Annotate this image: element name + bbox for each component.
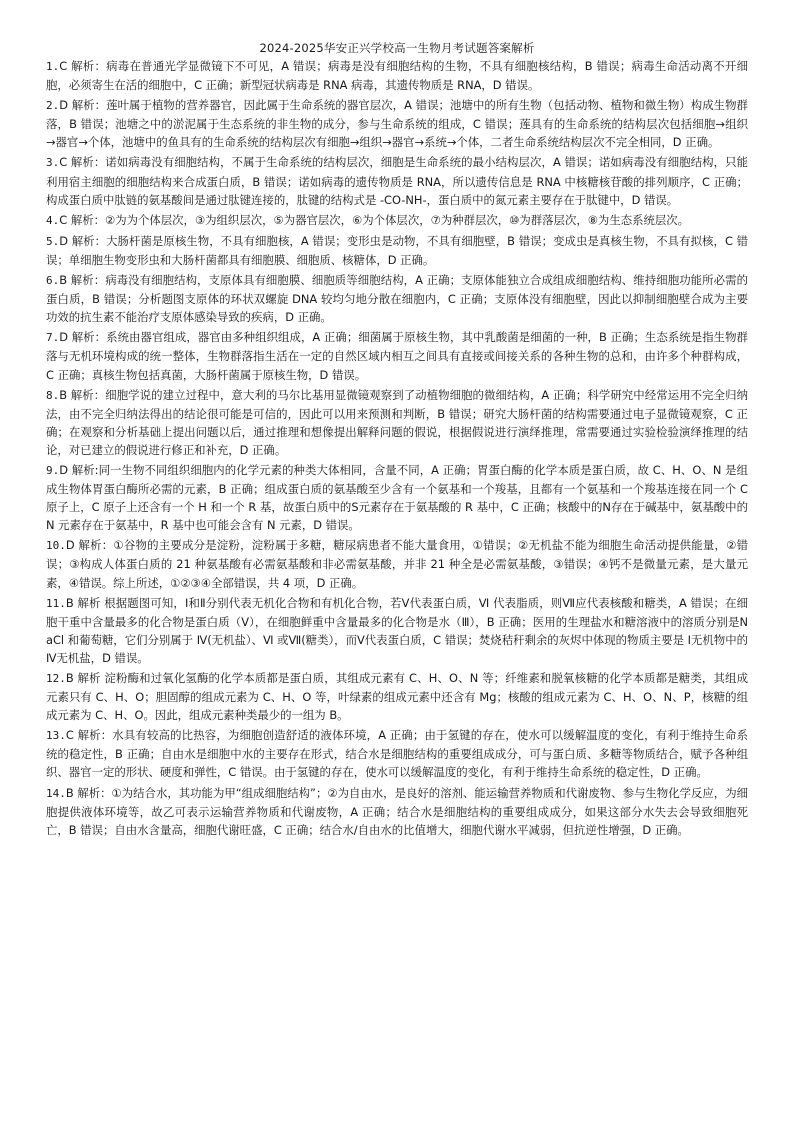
answer-text: B 解析：①为结合水，其功能为甲“组成细胞结构”；②为自由水，是良好的溶剂、能运输营养物质和代谢废物、参与生物化学反应，为细胞提供液体环境等，故乙可表示运输营养物质和代谢废物，A 正确；结合水是细胞结构的重要组成成分，如果这部分水失去会导致细胞死亡，B 错误；自由水含量高，细胞代谢旺盛，C 正确；结合水/自由水的比值增大，细胞代谢水平减弱，但抗逆性增强，D 正确。 [46, 785, 748, 837]
answer-item [46, 57, 748, 94]
answer-text: C 解析：病毒在普通光学显微镜下不可见，A 错误；病毒是没有细胞结构的生物，不具有细胞核结构，B 错误；病毒生命活动离不开细胞，必须寄生在活的细胞中，C 正确；新型冠状病毒是 RNA 病毒，其遗传物质是 RNA，D 错误。 [46, 59, 748, 93]
answer-item [46, 461, 748, 534]
answer-item [46, 328, 748, 383]
answer-text: C 解析：水具有较高的比热容，为细胞创造舒适的液体环境，A 正确；由于氢键的存在，使水可以缓解温度的变化，有利于维持生命系统的稳定性，B 正确；自由水是细胞中水的主要存在形式，结合水是细胞结构的重要组成成分，可与蛋白质、多糖等物质结合，赋予各种组织、器官一定的形状、硬度和弹性，C 错误。由于氢键的存在，使水可以缓解温度的变化，有利于维持生命系统的稳定性，D 正确。 [46, 728, 748, 780]
answer-number: 8. [46, 388, 60, 402]
answer-number: 14. [46, 786, 66, 800]
answer-item [46, 726, 748, 781]
answer-number: 3. [46, 156, 60, 170]
answer-number: 11. [46, 596, 66, 610]
answer-text: B 解析：病毒没有细胞结构，支原体具有细胞膜、细胞质等细胞结构，A 正确；支原体能独立合成组成细胞结构、维持细胞功能所必需的蛋白质，B 错误；分析题图支原体的环状双螺旋 DNA 较均匀地分散在细胞内，C 正确；支原体没有细胞壁，因此以抑制细胞壁合成为主要功效的抗生素不能治疗支原体感染导致的疾病，D 正确。 [46, 273, 748, 325]
answer-number: 9. [46, 463, 60, 477]
answer-number: 5. [46, 234, 60, 248]
answer-item [46, 536, 748, 591]
answer-number: 7. [46, 331, 60, 345]
answer-text: B 解析 淀粉酶和过氧化氢酶的化学本质都是蛋白质，其组成元素有 C、H、O、N 等；纤维素和脱氧核糖的化学本质都是糖类，其组成元素只有 C、H、O；胆固醇的组成元素为 C、H、O 等，叶绿素的组成元素中还含有 Mg；核酸的组成元素为 C、H、O、N、P，核糖的组成元素为 C、H、O。因此，组成元素种类最少的一组为 B。 [46, 671, 748, 723]
answer-item [46, 271, 748, 326]
answer-text: C 解析：诺如病毒没有细胞结构，不属于生命系统的结构层次，细胞是生命系统的最小结构层次，A 错误；诺如病毒没有细胞结构，只能利用宿主细胞的细胞结构来合成蛋白质，B 错误；诺如病毒的遗传物质是 RNA，所以遗传信息是 RNA 中核糖核苷酸的排列顺序，C 正确；构成蛋白质中肽链的氨基酸间是通过肽键连接的，肽键的结构式是 -CO-NH-，蛋白质中的氮元素主要存在于肽键中，D 错误。 [46, 155, 748, 207]
answer-text: C 解析：②为为个体层次，③为组织层次，⑤为器官层次，⑥为个体层次，⑦为种群层次，⑩为群落层次，⑧为生态系统层次。 [59, 212, 690, 227]
answer-number: 13. [46, 729, 66, 743]
answer-number: 1. [46, 60, 60, 73]
answer-text: B 解析 根据题图可知，Ⅰ和Ⅱ分别代表无机化合物和有机化合物，若Ⅴ代表蛋白质，Ⅵ 代表脂质，则Ⅶ应代表核酸和糖类，A 错误；在细胞干重中含量最多的化合物是蛋白质（Ⅴ），在细胞鲜重中含量最多的化合物是水（Ⅲ），B 正确；医用的生理盐水和糖溶液中的溶质分别是NaCl 和葡萄糖，它们分别属于 Ⅳ(无机盐）、Ⅵ 或Ⅶ(糖类），而Ⅴ代表蛋白质，C 错误；焚烧秸秆剩余的灰烬中体现的物质主要是 Ⅰ无机物中的Ⅳ无机盐，D 错误。 [46, 595, 748, 665]
answer-number: 10. [46, 539, 66, 553]
answer-item [46, 153, 748, 208]
answer-item [46, 96, 748, 151]
page-title: 2024-2025华安正兴学校高一生物月考试题答案解析 [259, 41, 535, 55]
answer-item [46, 232, 748, 269]
answer-text: D 解析：大肠杆菌是原核生物，不具有细胞核，A 错误；变形虫是动物，不具有细胞壁，B 错误；变成虫是真核生物，不具有拟核，C 错误；单细胞生物变形虫和大肠杆菌都具有细胞膜、细胞质、核糖体，D 正确。 [46, 233, 748, 267]
answer-text: D 解析:同一生物不同组织细胞内的化学元素的种类大体相同，含量不同，A 正确；胃蛋白酶的化学本质是蛋白质，故 C、H、O、N 是组成生物体胃蛋白酶所必需的元素，B 正确；组成蛋白质的氨基酸至少含有一个氨基和一个羧基，且都有一个氨基和一个羧基连接在同一个 C 原子上，C 原子上还含有一个 H 和一个 R 基，故蛋白质中的S元素存在于氨基酸的 R 基中，C 正确；核酸中的N存在于碱基中，氨基酸中的 N 元素存在于氨基中，R 基中也可能会含有 N 元素，D 错误。 [46, 462, 748, 533]
answer-text: B 解析：细胞学说的建立过程中，意大利的马尔比基用显微镜观察到了动植物细胞的微细结构，A 正确；科学研究中经常运用不完全归纳法，由不完全归纳法得出的结论很可能是可信的，因此可以用来预测和判断，B 错误；研究大肠杆菌的结构需要通过电子显微镜观察，C 正确；在观察和分析基础上提出问题以后，通过推理和想像提出解释问题的假说，根据假说进行演绎推理，常需要通过实验检验演绎推理的结论，对已建立的假说进行修正和补充，D 正确。 [46, 387, 748, 457]
answer-number: 12. [46, 672, 66, 685]
answer-item [46, 211, 748, 230]
answer-item [46, 594, 748, 667]
answer-item [46, 784, 748, 839]
answer-text: D 解析：莲叶属于植物的营养器官，因此属于生命系统的器官层次，A 错误；池塘中的所有生物（包括动物、植物和微生物）构成生物群落，B 错误；池塘之中的淤泥属于生态系统的非生物的成分，参与生命系统的组成，C 错误；莲具有的生命系统的结构层次包括细胞→组织→器官→个体，池塘中的鱼具有的生命系统的结构层次有细胞→组织→器官→系统→个体，二者生命系统结构层次不完全相同，D 正确。 [46, 98, 748, 150]
answer-number: 6. [46, 274, 60, 288]
answer-number: 2. [46, 99, 60, 113]
answer-number: 4. [46, 213, 60, 227]
answer-list [46, 57, 748, 839]
answer-text: D 解析：①谷物的主要成分是淀粉，淀粉属于多糖，糖尿病患者不能大量食用，①错误；②无机盐不能为细胞生命活动提供能量，②错误；③构成人体蛋白质的 21 种氨基酸有必需氨基酸和非必需氨基酸，并非 21 种全是必需氨基酸，③错误；④钙不是微量元素，是大量元素，④错误。综上所述，①②③④全部错误，共 4 项，D 正确。 [46, 538, 748, 590]
answer-item [46, 669, 748, 724]
answer-item [46, 386, 748, 459]
answer-text: D 解析：系统由器官组成，器官由多种组织组成，A 正确；细菌属于原核生物，其中乳酸菌是细菌的一种，B 正确；生态系统是指生物群落与无机环境构成的统一整体，生物群落指生活在一定的自然区域内相互之间具有直接或间接关系的各种生物的总和，由许多个种群构成，C 正确；真核生物包括真菌，大肠杆菌属于原核生物，D 错误。 [46, 330, 748, 382]
